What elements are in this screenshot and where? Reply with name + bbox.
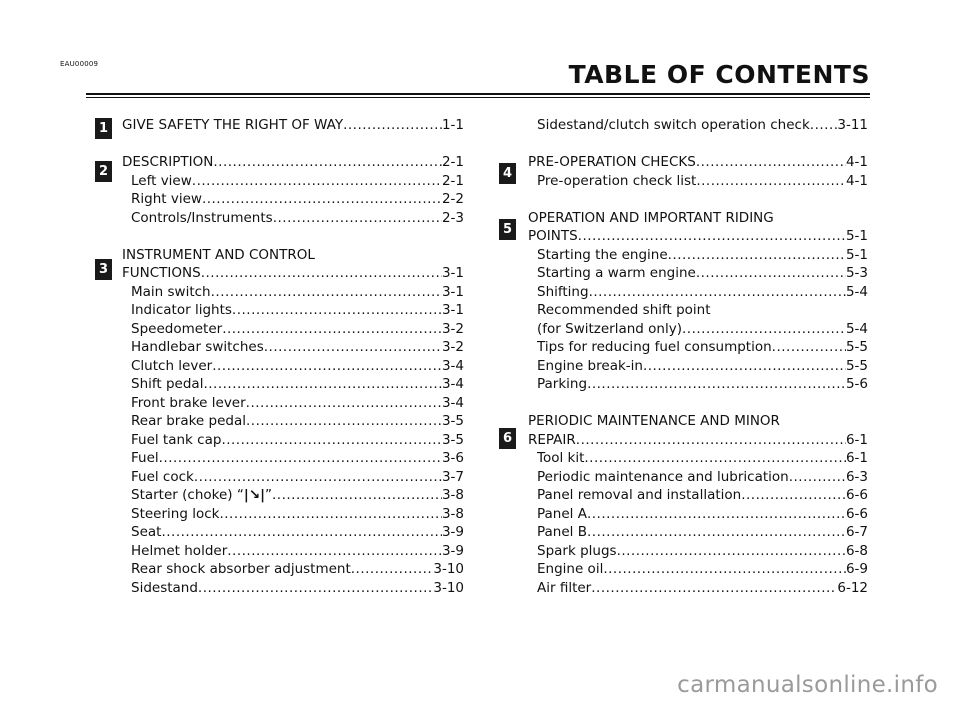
- toc-entry[interactable]: [528, 338, 868, 357]
- leader-dots: [810, 116, 838, 135]
- toc-entry-title: Rear brake pedal: [131, 413, 246, 429]
- starter-suffix: ”: [265, 487, 273, 503]
- toc-entry-title: Engine break-in: [537, 357, 643, 374]
- toc-entry-page: 3-6: [441, 450, 464, 466]
- chapter-badge-5[interactable]: 5: [499, 219, 516, 240]
- toc-entry[interactable]: [528, 227, 868, 246]
- toc-entry-title-line1[interactable]: INSTRUMENT AND CONTROL: [122, 246, 315, 263]
- toc-entry-page: 4-1: [845, 154, 868, 170]
- toc-entry-title: Shift pedal: [131, 376, 204, 392]
- toc-entry[interactable]: [122, 338, 464, 357]
- toc-chapter-5: [528, 209, 868, 394]
- toc-entry-page: 2-3: [441, 209, 464, 226]
- toc-entry-title: [131, 486, 272, 505]
- leader-dots: [696, 153, 846, 172]
- toc-entry-title: Front brake lever: [131, 394, 246, 411]
- toc-entry[interactable]: [528, 375, 868, 394]
- leader-dots: [682, 320, 846, 339]
- toc-entry-page: 6-1: [845, 431, 868, 448]
- toc-entry-title: Clutch lever: [131, 357, 213, 374]
- leader-dots: [213, 153, 442, 172]
- toc-entry-page: 3-10: [433, 579, 464, 596]
- toc-entry-page: 1-1: [441, 117, 464, 133]
- leader-dots: [246, 412, 442, 431]
- toc-entry[interactable]: [528, 357, 868, 376]
- leader-dots: [741, 486, 846, 505]
- toc-entry-title: (for Switzerland only): [537, 320, 682, 337]
- toc-entry-page: 5-5: [845, 339, 868, 355]
- toc-entry[interactable]: [122, 209, 464, 228]
- toc-entry-starter-choke[interactable]: [122, 486, 464, 505]
- toc-entry-title: Pre-operation check list: [537, 172, 697, 189]
- leader-dots: [668, 246, 846, 265]
- toc-entry-title: DESCRIPTION: [122, 154, 214, 170]
- toc-entry-title: Speedometer: [131, 320, 223, 337]
- toc-entry-page: 3-9: [441, 524, 464, 540]
- toc-entry-title: Shifting: [537, 283, 589, 300]
- toc-entry[interactable]: [528, 153, 868, 172]
- toc-entry[interactable]: [122, 394, 464, 413]
- toc-entry-page: 3-1: [441, 265, 464, 281]
- toc-entry[interactable]: [528, 579, 868, 598]
- toc-entry-title: Tips for reducing fuel consumption: [537, 339, 772, 355]
- toc-entry[interactable]: [528, 172, 868, 191]
- leader-dots: [159, 449, 442, 468]
- leader-dots: [584, 449, 846, 468]
- toc-entry-title: Fuel: [131, 450, 159, 466]
- toc-entry-title: PRE-OPERATION CHECKS: [528, 154, 696, 170]
- toc-entry-title: Panel removal and installation: [537, 487, 742, 503]
- leader-dots: [264, 338, 442, 357]
- toc-entry-title: Panel B: [537, 524, 587, 540]
- toc-entry[interactable]: [528, 523, 868, 542]
- toc-entry[interactable]: [122, 431, 464, 450]
- leader-dots: [227, 542, 442, 561]
- toc-entry-page: 6-3: [845, 468, 868, 485]
- toc-entry[interactable]: [528, 116, 868, 135]
- toc-chapter-2: [122, 153, 464, 227]
- leader-dots: [343, 116, 442, 135]
- leader-dots: [161, 523, 441, 542]
- toc-entry-title-line1[interactable]: OPERATION AND IMPORTANT RIDING: [528, 209, 774, 226]
- toc-entry-page: 6-9: [845, 561, 868, 577]
- toc-entry-title: Controls/Instruments: [131, 209, 273, 226]
- leader-dots: [203, 375, 441, 394]
- leader-dots: [273, 209, 442, 228]
- toc-entry-title: Helmet holder: [131, 542, 228, 559]
- leader-dots: [578, 227, 846, 246]
- toc-entry-title: Rear shock absorber adjustment: [131, 561, 351, 577]
- toc-entry-title: Right view: [131, 191, 202, 207]
- leader-dots: [221, 431, 442, 450]
- toc-entry[interactable]: [122, 523, 464, 542]
- toc-chapter-4: [528, 153, 868, 190]
- toc-entry-page: 3-8: [441, 505, 464, 522]
- leader-dots: [219, 505, 441, 524]
- toc-entry-title: Starting the engine: [537, 246, 668, 263]
- toc-entry[interactable]: [122, 264, 464, 283]
- leader-dots: [232, 301, 442, 320]
- toc-entry[interactable]: [122, 560, 464, 579]
- document-code: EAU00009: [60, 60, 99, 68]
- toc-chapter-3: [122, 246, 464, 598]
- leader-dots: [212, 357, 442, 376]
- toc-entry-title: POINTS: [528, 228, 578, 244]
- toc-entry-title: Panel A: [537, 505, 587, 522]
- leader-dots: [789, 468, 846, 487]
- toc-entry-page: 3-1: [441, 302, 464, 318]
- leader-dots: [202, 190, 442, 209]
- leader-dots: [211, 283, 442, 302]
- toc-entry[interactable]: [528, 542, 868, 561]
- toc-entry-title: Tool kit: [537, 450, 585, 466]
- toc-entry-title: Left view: [131, 172, 192, 189]
- title-rule-thin: [86, 97, 870, 98]
- toc-entry[interactable]: [122, 505, 464, 524]
- leader-dots: [272, 486, 442, 505]
- toc-entry-title: Starting a warm engine: [537, 265, 696, 281]
- toc-entry-page: 5-5: [845, 357, 868, 374]
- leader-dots: [198, 579, 433, 598]
- leader-dots: [772, 338, 846, 357]
- title-rule-thick: [86, 93, 870, 95]
- toc-entry[interactable]: [122, 449, 464, 468]
- toc-entry-title: GIVE SAFETY THE RIGHT OF WAY: [122, 117, 344, 133]
- chapter-badge-1[interactable]: 1: [95, 118, 112, 139]
- leader-dots: [587, 523, 846, 542]
- toc-entry-page: 6-12: [837, 579, 868, 596]
- toc-entry-page: 2-1: [441, 172, 464, 189]
- toc-entry-page: 3-4: [441, 376, 464, 392]
- toc-entry[interactable]: [122, 172, 464, 191]
- toc-entry-page: 3-8: [441, 487, 464, 503]
- leader-dots: [603, 560, 846, 579]
- toc-entry-title: Air filter: [537, 579, 592, 596]
- toc-entry-page: 5-6: [845, 376, 868, 392]
- toc-entry-title: REPAIR: [528, 431, 576, 448]
- toc-entry-page: 6-6: [845, 505, 868, 522]
- toc-entry[interactable]: [528, 560, 868, 579]
- toc-entry[interactable]: [122, 412, 464, 431]
- toc-entry-title: Fuel tank cap: [131, 431, 222, 448]
- leader-dots: [696, 264, 846, 283]
- leader-dots: [589, 283, 846, 302]
- toc-entry-title: Seat: [131, 524, 162, 540]
- toc-entry[interactable]: [122, 468, 464, 487]
- toc-entry[interactable]: [528, 283, 868, 302]
- leader-dots: [201, 264, 442, 283]
- toc-entry-page: 3-5: [441, 413, 464, 429]
- toc-entry[interactable]: [122, 190, 464, 209]
- toc-entry-page: 6-1: [845, 450, 868, 466]
- toc-entry-title-line1[interactable]: PERIODIC MAINTENANCE AND MINOR: [528, 413, 780, 429]
- toc-chapter-6: [528, 412, 868, 597]
- toc-entry-title: Steering lock: [131, 505, 220, 522]
- leader-dots: [696, 172, 846, 191]
- page-title: TABLE OF CONTENTS: [568, 60, 870, 89]
- leader-dots: [351, 560, 434, 579]
- toc-entry-page: 3-4: [441, 394, 464, 411]
- toc-entry-page: 4-1: [845, 172, 868, 189]
- toc-entry-title: Periodic maintenance and lubrication: [537, 468, 789, 485]
- toc-entry[interactable]: [122, 579, 464, 598]
- toc-entry-page: 3-11: [837, 117, 868, 133]
- leader-dots: [576, 431, 846, 450]
- toc-entry-page: 3-2: [441, 339, 464, 355]
- toc-entry[interactable]: [122, 283, 464, 302]
- toc-entry-title: Indicator lights: [131, 302, 232, 318]
- toc-entry-page: 2-1: [441, 154, 464, 170]
- leader-dots: [192, 172, 442, 191]
- toc-entry[interactable]: [122, 542, 464, 561]
- leader-dots: [587, 375, 846, 394]
- chapter-badge-6[interactable]: 6: [499, 428, 516, 449]
- toc-entry[interactable]: [528, 246, 868, 265]
- toc-entry[interactable]: [528, 505, 868, 524]
- toc-entry-page: 6-7: [845, 524, 868, 540]
- toc-entry-title: Parking: [537, 376, 588, 392]
- toc-entry[interactable]: [122, 153, 464, 172]
- toc-entry[interactable]: [122, 357, 464, 376]
- toc-entry-page: 5-1: [845, 228, 868, 244]
- leader-dots: [246, 394, 442, 413]
- toc-chapter-1: [122, 116, 464, 135]
- toc-entry-title: Spark plugs: [537, 542, 617, 559]
- toc-entry-title: Engine oil: [537, 561, 604, 577]
- watermark: carmanualsonline.info: [677, 672, 938, 698]
- toc-entry-page: 6-8: [845, 542, 868, 559]
- toc-entry-page: 3-5: [441, 431, 464, 448]
- choke-symbol-icon: |↘|: [243, 487, 266, 503]
- leader-dots: [222, 320, 442, 339]
- chapter-badge-2[interactable]: 2: [95, 161, 112, 182]
- toc-entry-page: 5-3: [845, 265, 868, 281]
- toc-entry[interactable]: [528, 468, 868, 487]
- chapter-badge-4[interactable]: 4: [499, 163, 516, 184]
- toc-entry-page: 3-4: [441, 357, 464, 374]
- toc-entry[interactable]: [122, 375, 464, 394]
- toc-chapter-3-continued: [528, 116, 868, 135]
- toc-left-column: [122, 116, 464, 597]
- toc-entry-page: 3-7: [441, 468, 464, 485]
- toc-entry-title: Fuel cock: [131, 468, 194, 485]
- toc-entry-page: 6-6: [845, 487, 868, 503]
- toc-entry[interactable]: [122, 116, 464, 135]
- toc-entry-title-line1[interactable]: Recommended shift point: [537, 302, 711, 318]
- toc-entry-page: 5-4: [845, 283, 868, 300]
- toc-entry[interactable]: [528, 320, 868, 339]
- toc-entry-page: 5-1: [845, 246, 868, 263]
- toc-entry-page: 3-10: [433, 561, 464, 577]
- leader-dots: [617, 542, 846, 561]
- toc-entry[interactable]: [122, 301, 464, 320]
- toc-right-column: [528, 116, 868, 597]
- leader-dots: [591, 579, 837, 598]
- toc-entry[interactable]: [528, 486, 868, 505]
- toc-entry[interactable]: [528, 449, 868, 468]
- toc-entry-page: 3-1: [441, 283, 464, 300]
- toc-entry-title: Main switch: [131, 283, 211, 300]
- starter-prefix: Starter (choke) “: [131, 487, 244, 503]
- toc-entry-title: Sidestand/clutch switch operation check: [537, 117, 810, 133]
- toc-entry[interactable]: [528, 431, 868, 450]
- toc-entry-page: 3-9: [441, 542, 464, 559]
- toc-entry-title: FUNCTIONS: [122, 265, 201, 281]
- toc-entry-title: Sidestand: [131, 579, 198, 596]
- leader-dots: [643, 357, 846, 376]
- toc-entry-title: Handlebar switches: [131, 339, 264, 355]
- toc-entry-page: 5-4: [845, 320, 868, 337]
- toc-entry-page: 3-2: [441, 320, 464, 337]
- toc-entry[interactable]: [528, 264, 868, 283]
- chapter-badge-3[interactable]: 3: [95, 259, 112, 280]
- toc-entry-page: 2-2: [441, 191, 464, 207]
- leader-dots: [194, 468, 442, 487]
- leader-dots: [587, 505, 846, 524]
- toc-entry[interactable]: [122, 320, 464, 339]
